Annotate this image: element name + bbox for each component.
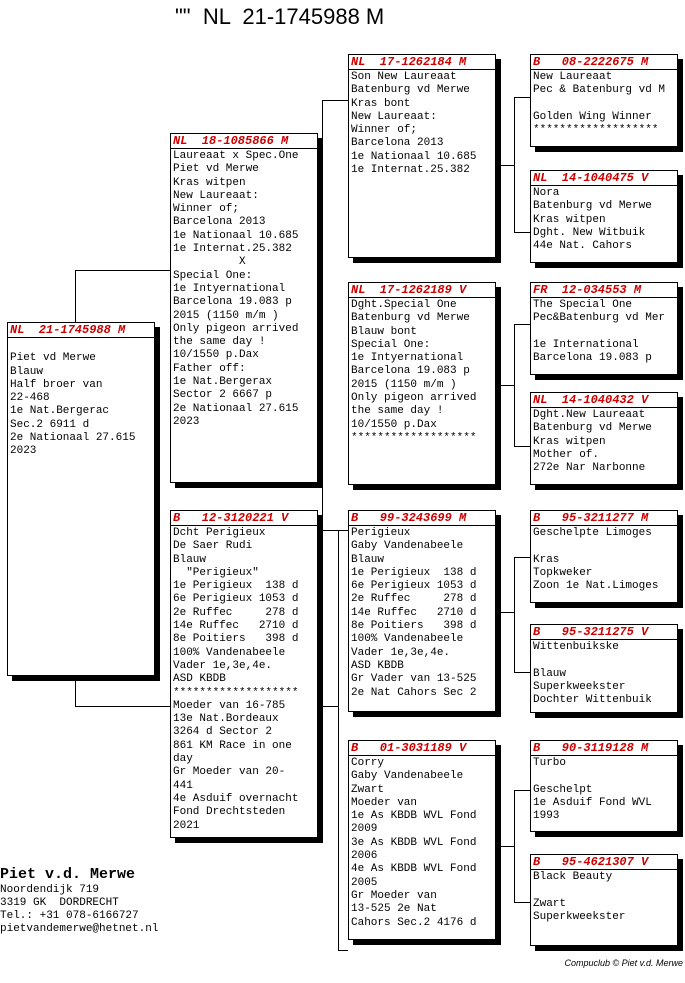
ring-number: B 95-4621307 V xyxy=(531,855,677,870)
connector-line xyxy=(322,706,338,707)
connector-line xyxy=(514,324,530,325)
ring-number: B 08-2222675 M xyxy=(531,55,677,70)
pedigree-text: Laureaat x Spec.One Piet vd Merwe Kras witpen New Laureaat: Winner of; Barcelona 2013 1e Nationaal 10.685 1e Internat.25.382 X Special One: 1e Intyernational Barcelona 19.083 p 2015 (1150 m/m ) Only pigeon arrived the same day ! 10/1550 p.Dax Father off: 1e Nat.Bergerax Sector 2 6667 p 2e Nationaal 27.615 2023 xyxy=(173,150,299,428)
ssd-card xyxy=(530,170,678,263)
ring-number: NL 17-1262189 V xyxy=(349,283,495,298)
subject-card xyxy=(7,322,155,676)
dam-card xyxy=(170,510,318,838)
page-title: "" NL 21-1745988 M xyxy=(175,4,385,29)
dam-sire-card xyxy=(348,510,496,712)
connector-line xyxy=(514,557,530,558)
ring-number: NL 18-1085866 M xyxy=(171,134,317,149)
ring-number: NL 17-1262184 M xyxy=(349,55,495,70)
sire-sire-card xyxy=(348,54,496,258)
connector-line xyxy=(75,270,170,271)
connector-line xyxy=(514,790,530,791)
dss-card xyxy=(530,510,678,603)
connector-line xyxy=(514,672,530,673)
connector-line xyxy=(500,612,514,613)
sire-dam-card xyxy=(348,282,496,485)
dam-dam-card xyxy=(348,740,496,940)
connector-line xyxy=(500,385,514,386)
pedigree-text: Son New Laureaat Batenburg vd Merwe Kras bont New Laureaat: Winner of; Barcelona 2013 1e Nationaal 10.685 1e Internat.25.382 xyxy=(351,71,477,177)
pedigree-text: Perigieux Gaby Vandenabeele Blauw 1e Perigieux 138 d 6e Perigieux 1053 d 2e Ruffec 278 d 14e Ruffec 2710 d 8e Poitiers 398 d 100% Vandenabeele Vader 1e,3e,4e. ASD KBDB Gr Vader van 13-525 2e Nat Cahors Sec 2 xyxy=(351,527,477,699)
ring-number: B 90-3119128 M xyxy=(531,741,677,756)
ring-number: NL 14-1040475 V xyxy=(531,171,677,186)
pedigree-text: Dght.Special One Batenburg vd Merwe Blauw bont Special One: 1e Intyernational Barcelona 19.083 p 2015 (1150 m/m ) Only pigeon arrived the same day ! 10/1550 p.Dax ******************* xyxy=(351,299,477,444)
pedigree-text: Dght.New Laureaat Batenburg vd Merwe Kras witpen Mother of. 272e Nar Narbonne xyxy=(533,409,652,475)
pedigree-text: Geschelpte Limoges Kras Topkweker Zoon 1e Nat.Limoges xyxy=(533,527,659,593)
ring-number: B 12-3120221 V xyxy=(171,511,317,526)
ring-number: B 95-3211277 M xyxy=(531,511,677,526)
dsd-card xyxy=(530,624,678,713)
dds-card xyxy=(530,740,678,832)
connector-line xyxy=(514,232,530,233)
pedigree-text: Nora Batenburg vd Merwe Kras witpen Dght. New Witbuik 44e Nat. Cahors xyxy=(533,187,652,253)
connector-line xyxy=(514,902,530,903)
owner-name: Piet v.d. Merwe xyxy=(0,866,136,883)
sire-card xyxy=(170,133,318,483)
pedigree-text: Turbo Geschelpt 1e Asduif Fond WVL 1993 xyxy=(533,757,652,823)
ring-number: B 01-3031189 V xyxy=(349,741,495,756)
pedigree-text: Black Beauty Zwart Superkweekster xyxy=(533,871,626,923)
pedigree-text: Wittenbuikske Blauw Superkweekster Dochter Wittenbuik xyxy=(533,641,652,707)
connector-line xyxy=(322,100,348,101)
ring-number: NL 14-1040432 V xyxy=(531,393,677,408)
connector-line xyxy=(514,324,515,446)
copyright-footer: Compuclub © Piet v.d. Merwe xyxy=(564,958,683,968)
owner-info xyxy=(0,866,158,936)
pedigree-text: The Special One Pec&Batenburg vd Mer 1e International Barcelona 19.083 p xyxy=(533,299,666,365)
connector-line xyxy=(338,950,348,951)
connector-line xyxy=(500,846,514,847)
connector-line xyxy=(514,97,515,232)
pedigree-text: New Laureaat Pec & Batenburg vd M Golden Wing Winner ******************* xyxy=(533,71,666,137)
sdd-card xyxy=(530,392,678,485)
ring-number: B 95-3211275 V xyxy=(531,625,677,640)
connector-line xyxy=(500,165,514,166)
connector-line xyxy=(514,557,515,672)
ring-number: NL 21-1745988 M xyxy=(8,323,154,338)
ring-number: FR 12-034553 M xyxy=(531,283,677,298)
connector-line xyxy=(514,97,530,98)
connector-line xyxy=(338,530,339,950)
connector-line xyxy=(514,446,530,447)
owner-address: Noordendijk 719 3319 GK DORDRECHT Tel.: +31 078-6166727 pietvandemerwe@hetnet.nl xyxy=(0,884,159,935)
pedigree-text: Piet vd Merwe Blauw Half broer van 22-468 1e Nat.Bergerac Sec.2 6911 d 2e Nationaal 27.615 2023 xyxy=(10,352,136,458)
connector-line xyxy=(322,100,323,530)
connector-line xyxy=(75,270,76,322)
pedigree-text: Dcht Perigieux De Saer Rudi Blauw "Perigieux" 1e Perigieux 138 d 6e Perigieux 1053 d 2e Ruffec 278 d 14e Ruffec 2710 d 8e Poitiers 398 d 100% Vandenabeele Vader 1e,3e,4e. ASD KBDB ******************* Moeder van 16-785 13e Nat.Bordeaux 3264 d Sector 2 861 KM Race in one day Gr Moeder van 20- 441 4e Asduif overnacht Fond Drechtsteden 2021 xyxy=(173,527,299,832)
connector-line xyxy=(75,676,76,706)
sds-card xyxy=(530,282,678,375)
ddd-card xyxy=(530,854,678,946)
ring-number: B 99-3243699 M xyxy=(349,511,495,526)
connector-line xyxy=(514,790,515,902)
sss-card xyxy=(530,54,678,147)
connector-line xyxy=(322,530,348,531)
pedigree-text: Corry Gaby Vandenabeele Zwart Moeder van 1e As KBDB WVL Fond 2009 3e As KBDB WVL Fond 2006 4e As KBDB WVL Fond 2005 Gr Moeder van 13-525 2e Nat Cahors Sec.2 4176 d xyxy=(351,757,477,929)
connector-line xyxy=(75,706,170,707)
